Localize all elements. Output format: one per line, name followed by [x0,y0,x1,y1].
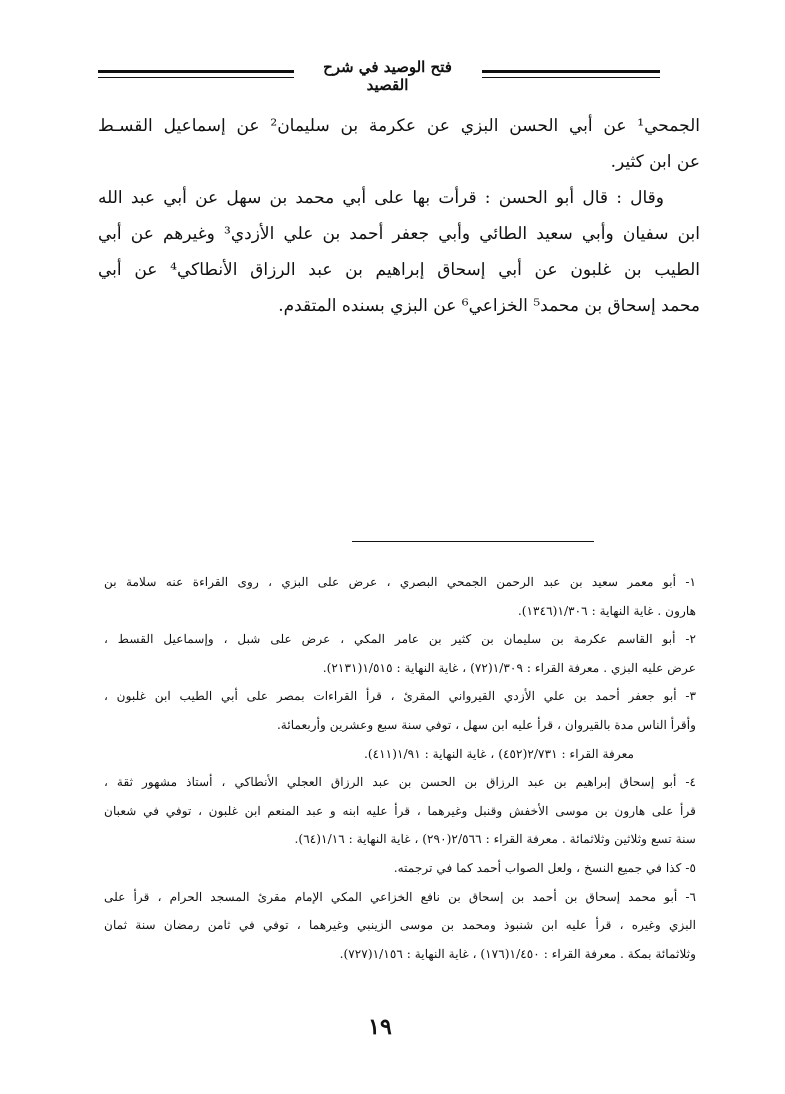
main-text-line: وقال : قال أبو الحسن : قرأت بها على أبي محمد بن سهل عن أبي عبد الله [98,188,664,208]
footnote-line: ٣- أبو جعفر أحمد بن علي الأزدي القيرواني المقرئ ، قرأ القراءات بمصر على أبي الطيب ابن غلبون ، [104,689,696,704]
main-text-line: محمد إسحاق بن محمد⁵ الخزاعي⁶ عن البزي بسنده المتقدم. [278,296,700,316]
footnote-line: هارون . غاية النهاية : ١/٣٠٦(١٣٤٦). [517,603,696,618]
footnotes-block [104,568,696,968]
footnote-line: معرفة القراء : ٢/٧٣١(٤٥٢) ، غاية النهاية : ١/٩١(٤١١). [363,746,634,761]
header-rule-left-thick [98,70,294,73]
footnote-line: سنة تسع وثلاثين وثلاثمائة . معرفة القراء : ٢/٥٦٦(٢٩٠) ، غاية النهاية : ١/١٦(٦٤). [294,832,696,847]
footnote-line: ٦- أبو محمد إسحاق بن أحمد بن إسحاق بن نافع الخزاعي المكي الإمام مقرئ المسجد الحرام ، قرأ على [104,889,696,904]
footnote-line: البزي وغيره ، قرأ عليه ابن شنبوذ ومحمد بن موسى الزينبي وغيرهما ، توفي في ثامن رمضان سنة ثمان [104,918,696,933]
footnote-line: وأقرأ الناس مدة بالقيروان ، قرأ عليه ابن سهل ، توفي سنة سبع وعشرين وأربعمائة. [276,717,696,732]
footnote-line: عرض عليه البزي . معرفة القراء : ١/٣٠٩(٧٢) ، غاية النهاية : ١/٥١٥(٢١٣١). [322,660,696,675]
footnote-line: وثلاثمائة بمكة . معرفة القراء : ١/٤٥٠(١٧٦) ، غاية النهاية : ١/١٥٦(٧٢٧). [339,946,696,961]
footnote-line: ١- أبو معمر سعيد بن عبد الرحمن الجمحي البصري ، عرض على البزي ، روى القراءة عنه سلامة بن [104,575,696,589]
main-text-block [98,108,700,324]
header-rule-right-thick [482,70,660,73]
page-number: ١٩ [368,1014,392,1040]
main-text-line: ابن سفيان وأبي سعيد الطائي وأبي جعفر أحمد بن علي الأزدي³ وغيرهم عن أبي [98,224,700,244]
footnote-line: ٥- كذا في جميع النسخ ، ولعل الصواب أحمد كما في ترجمته. [393,860,696,875]
header-rule-right-thin [482,77,660,78]
footnote-line: قرأ على هارون بن موسى الأخفش وقنبل وغيرهما ، قرأ عليه ابنه و عبد المنعم ابن غلبون ، توفي في شعبان [104,803,696,818]
main-text-line: الجمحي¹ عن أبي الحسن البزي عن عكرمة بن سليمان² عن إسماعيل القسـط [98,116,700,136]
main-text-line: الطيب بن غلبون عن أبي إسحاق إبراهيم بن عبد الرزاق الأنطاكي⁴ عن أبي [98,260,700,280]
footnote-separator [352,541,594,542]
main-text-line: عن ابن كثير. [610,152,700,172]
footnote-line: ٤- أبو إسحاق إبراهيم بن عبد الرزاق بن الحسن بن عبد الرزاق العجلي الأنطاكي ، أستاذ مشهور ثقة ، [104,775,696,790]
running-header-title: فتح الوصيد في شرح القصيد [323,58,452,94]
footnote-line: ٢- أبو القاسم عكرمة بن سليمان بن كثير بن عامر المكي ، عرض على شبل ، وإسماعيل القسط ، [104,632,696,647]
header-rule-left-thin [98,77,294,78]
